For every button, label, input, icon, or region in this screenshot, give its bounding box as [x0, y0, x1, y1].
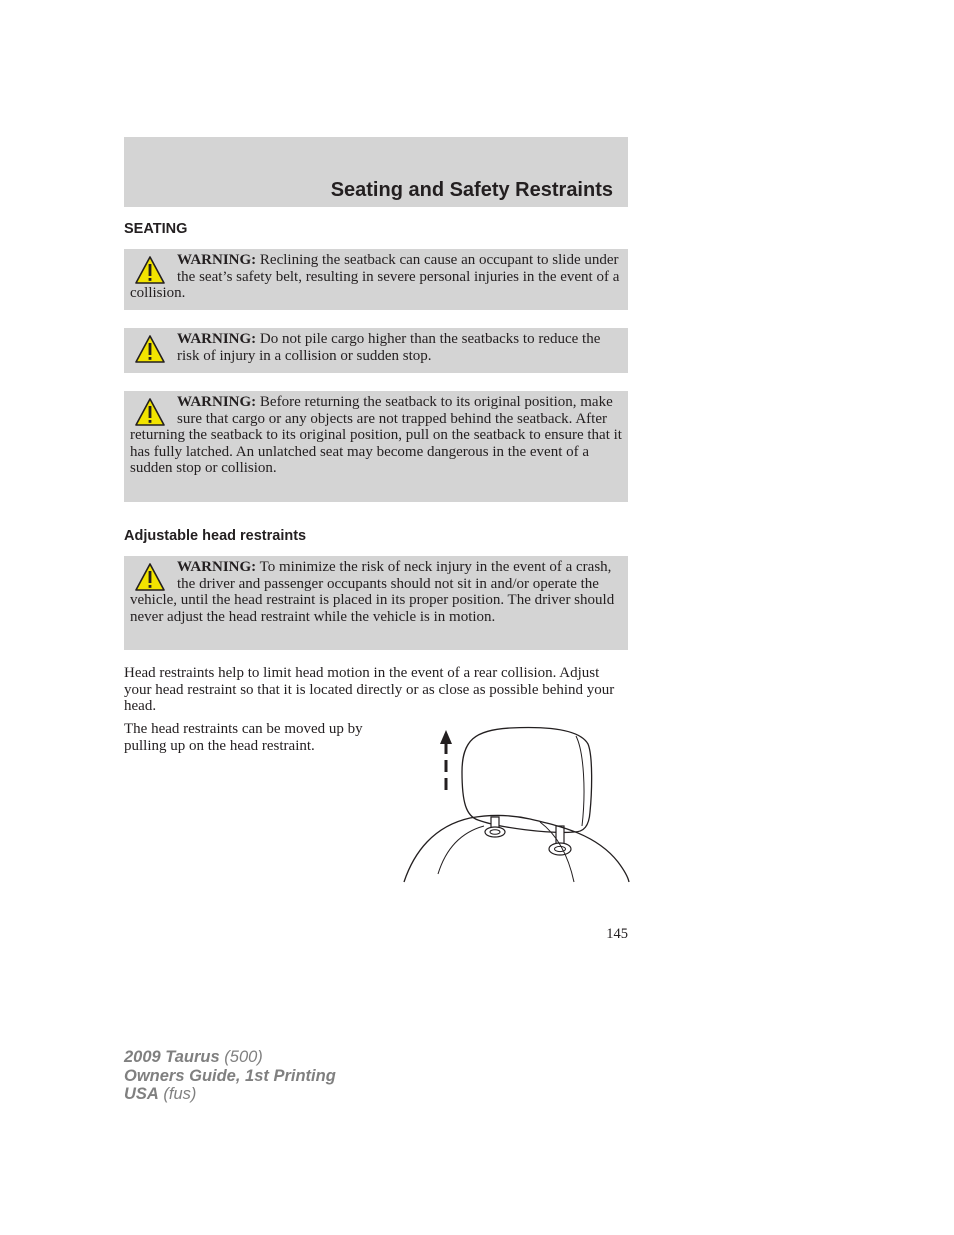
- paragraph-raise-instruction: The head restraints can be moved up by pulling up on the head restraint.: [124, 721, 363, 754]
- warning-triangle-icon: [134, 397, 166, 427]
- footer-model: 2009 Taurus: [124, 1048, 220, 1066]
- warning-text: Reclining the seatback can cause an occupant to slide under the seat’s safety belt, resulting in severe personal injuries in the event of a collision.: [130, 252, 620, 301]
- footer-model-code: (500): [219, 1048, 263, 1066]
- section-heading-head-restraints: Adjustable head restraints: [124, 528, 307, 544]
- warning-box-2: [124, 328, 628, 373]
- footer-market-code: (fus): [158, 1085, 197, 1103]
- warning-label: WARNING:: [177, 559, 257, 575]
- warning-label: WARNING:: [177, 394, 257, 410]
- warning-triangle-icon: [134, 562, 166, 592]
- warning-box-4: [124, 556, 628, 650]
- warning-label: WARNING:: [177, 252, 257, 268]
- warning-triangle-icon: [134, 255, 166, 285]
- footer-edition: Owners Guide, 1st Printing: [124, 1066, 336, 1085]
- warning-text: To minimize the risk of neck injury in the event of a crash, the driver and passenger occupants should not sit in and/or operate the vehicle, until the head restraint is placed in its proper position. The driver should never adjust the head restraint while the vehicle is in motion.: [130, 559, 615, 625]
- header-band: [124, 137, 628, 207]
- section-heading-seating: SEATING: [124, 221, 188, 237]
- footer-market: USA: [124, 1085, 159, 1103]
- page-number: 145: [606, 926, 628, 942]
- warning-box-1: [124, 249, 628, 310]
- warning-text: Do not pile cargo higher than the seatbacks to reduce the risk of injury in a collision or sudden stop.: [177, 331, 601, 364]
- warning-triangle-icon: [134, 334, 166, 364]
- warning-text: Before returning the seatback to its original position, make sure that cargo or any objects are not trapped behind the seatback. After returning the seatback to its original position, pull on the seatback to ensure that it has fully latched. An unlatched seat may become dangerous in the event of a sudden stop or collision.: [130, 394, 622, 476]
- page-title: Seating and Safety Restraints: [330, 179, 613, 201]
- paragraph-head-restraints-purpose: Head restraints help to limit head motion in the event of a rear collision. Adjust your head restraint so that it is located directly or as close as possible behind your head.: [124, 665, 615, 714]
- warning-label: WARNING:: [177, 331, 257, 347]
- head-restraint-illustration: [400, 722, 630, 886]
- warning-box-3: [124, 391, 628, 502]
- footer-imprint: [124, 1048, 336, 1104]
